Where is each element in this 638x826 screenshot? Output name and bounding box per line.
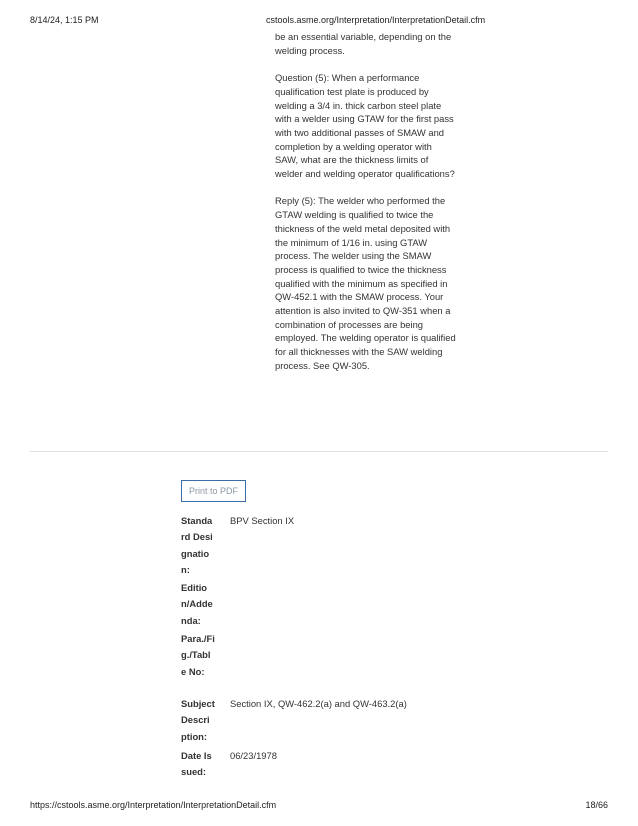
question-paragraph: Question (5): When a performance qualification test plate is produced by welding a 3/4 in. thick carbon steel plate with a welder using GTAW for the first pass with two additional passes of SMAW and completion by a welding operator with SAW, what are the thickness limits of welder and welding operator qualifications? — [275, 72, 455, 180]
section-divider — [30, 451, 608, 452]
page-number: 18/66 — [585, 800, 608, 810]
body-paragraph: be an essential variable, depending on the welding process. — [275, 31, 452, 56]
detail-label: Date Issued: — [181, 750, 212, 778]
print-footer-url: https://cstools.asme.org/Interpretation/InterpretationDetail.cfm — [30, 800, 277, 810]
print-footer — [30, 800, 608, 814]
detail-label: Edition/Addenda: — [181, 582, 213, 626]
detail-label: Subject Description: — [181, 698, 215, 742]
detail-value: BPV Section IX — [230, 515, 295, 526]
print-to-pdf-button[interactable]: Print to PDF — [181, 480, 246, 502]
print-datetime: 8/14/24, 1:15 PM — [30, 15, 99, 25]
detail-value: Section IX, QW-462.2(a) and QW-463.2(a) — [230, 698, 407, 709]
detail-label: Para./Fig./Table No: — [181, 633, 215, 677]
print-header — [30, 15, 608, 29]
detail-label: Standard Designation: — [181, 515, 213, 576]
reply-paragraph: Reply (5): The welder who performed the GTAW welding is qualified to twice the thickness of the weld metal deposited with the minimum of 1/16 in. using GTAW process. The welder using the SMAW process is qualified to twice the thickness qualified with the minimum as specified in QW-452.1 with the SMAW process. Your attention is also invited to QW-351 when a combination of processes are being employed. The welding operator is qualified for all thicknesses with the SAW welding process. See QW-305. — [275, 195, 456, 371]
detail-value: 06/23/1978 — [230, 750, 277, 761]
print-header-url: cstools.asme.org/Interpretation/InterpretationDetail.cfm — [266, 15, 486, 25]
interpretation-body — [275, 30, 457, 386]
